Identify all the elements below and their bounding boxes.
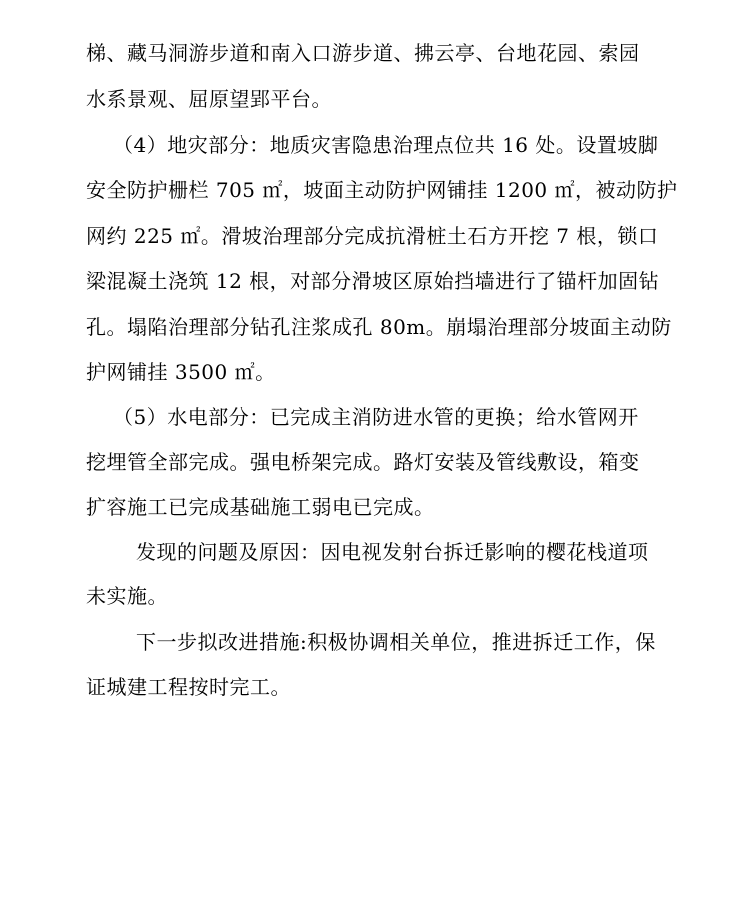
text-line: 挖埋管全部完成。强电桥架完成。路灯安装及管线敷设，箱变 xyxy=(86,450,640,474)
text-line: 护网铺挂 3500 ㎡。 xyxy=(86,360,276,384)
text-line: 证城建工程按时完工。 xyxy=(86,675,291,699)
text-line: 扩容施工已完成基础施工弱电已完成。 xyxy=(86,495,435,519)
text-line: （4）地灾部分：地质灾害隐患治理点位共 16 处。设置坡脚 xyxy=(113,133,659,157)
text-line: 网约 225 ㎡。滑坡治理部分完成抗滑桩土石方开挖 7 根，锁口 xyxy=(86,224,659,248)
text-line: 梁混凝土浇筑 12 根，对部分滑坡区原始挡墙进行了锚杆加固钻 xyxy=(86,269,660,293)
text-line: 未实施。 xyxy=(86,584,168,608)
text-line: 发现的问题及原因：因电视发射台拆迁影响的樱花栈道项 xyxy=(136,540,649,564)
text-line: 安全防护栅栏 705 ㎡，坡面主动防护网铺挂 1200 ㎡，被动防护 xyxy=(86,178,678,202)
text-line: 梯、藏马洞游步道和南入口游步道、拂云亭、台地花园、索园 xyxy=(86,41,640,65)
text-line: 水系景观、屈原望郢平台。 xyxy=(86,87,332,111)
text-line: 下一步拟改进措施:积极协调相关单位，推进拆迁工作，保 xyxy=(136,630,656,654)
text-line: 孔。塌陷治理部分钻孔注浆成孔 80m。崩塌治理部分坡面主动防 xyxy=(86,315,672,339)
text-line: （5）水电部分：已完成主消防进水管的更换；给水管网开 xyxy=(113,405,639,429)
